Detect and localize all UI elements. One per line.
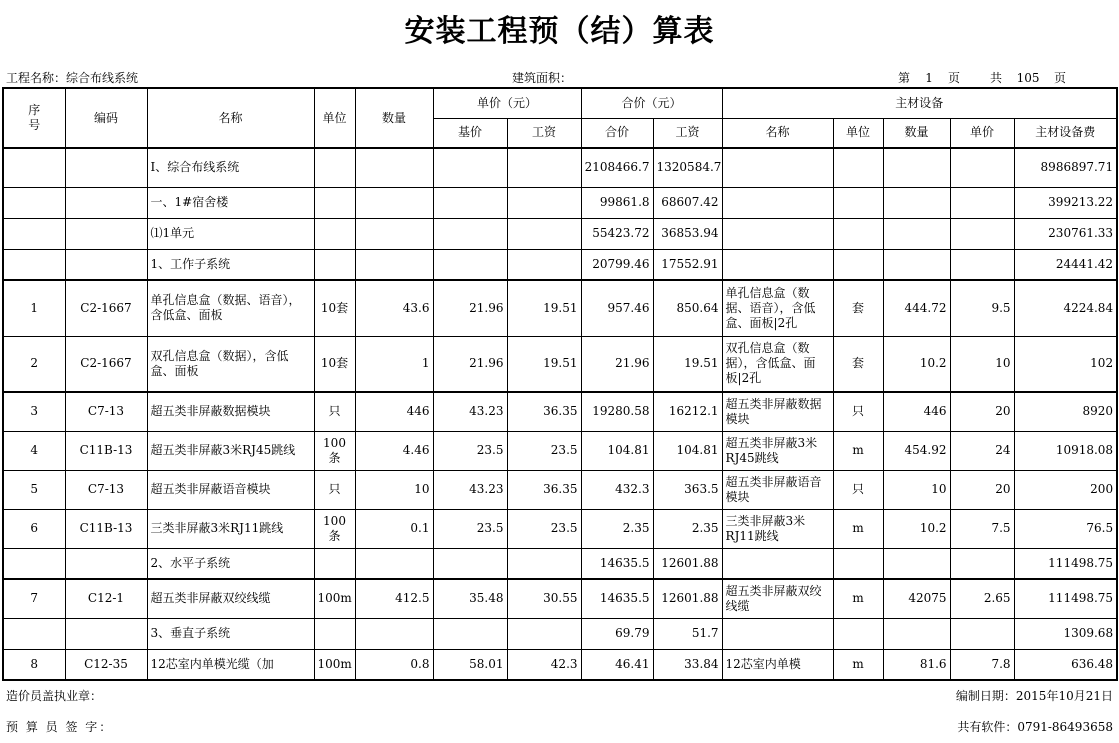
cell-mqty [883,548,950,579]
cell-seq [3,249,65,280]
cell-munit [833,218,883,249]
cell-mfee: 10918.08 [1014,431,1117,470]
cell-name: 3、垂直子系统 [147,618,314,649]
cell-code: C11B-13 [65,509,147,548]
cell-code [65,618,147,649]
cell-munit [833,548,883,579]
cell-wage [507,218,581,249]
cell-seq: 8 [3,649,65,680]
cell-munit [833,148,883,187]
cell-mfee: 8986897.71 [1014,148,1117,187]
cell-wage: 42.3 [507,649,581,680]
cell-seq [3,548,65,579]
header-material-name: 名称 [722,118,833,148]
building-area: 建筑面积： [512,71,573,85]
cell-unit: 只 [314,392,355,431]
cell-twage: 17552.91 [653,249,722,280]
cell-mfee: 8920 [1014,392,1117,431]
cell-code: C7-13 [65,392,147,431]
header-base-price: 基价 [433,118,507,148]
header-material-price: 单价 [950,118,1014,148]
cell-twage: 19.51 [653,336,722,392]
table-row [3,392,1117,431]
header-name: 名称 [147,88,314,148]
page-title: 安装工程预（结）算表 [404,14,715,49]
header-seq: 序号 [3,88,65,148]
cell-total: 2.35 [581,509,653,548]
cell-total: 104.81 [581,431,653,470]
cell-twage: 36853.94 [653,218,722,249]
cell-base: 58.01 [433,649,507,680]
cell-name: 12芯室内单模光缆（加 [147,649,314,680]
cell-twage: 16212.1 [653,392,722,431]
cell-mname: 单孔信息盒（数据、语音），含低盒、面板|2孔 [722,280,833,336]
cell-mprice: 9.5 [950,280,1014,336]
cell-mprice: 7.5 [950,509,1014,548]
cell-base [433,618,507,649]
cell-wage: 19.51 [507,336,581,392]
cell-base: 23.5 [433,509,507,548]
cell-mprice [950,249,1014,280]
cell-total: 2108466.7 [581,148,653,187]
cell-base: 21.96 [433,280,507,336]
cell-qty [355,218,433,249]
header-total: 合价 [581,118,653,148]
cell-qty [355,548,433,579]
cell-munit: m [833,579,883,618]
cell-code: C2-1667 [65,280,147,336]
cell-total: 14635.5 [581,548,653,579]
estimate-table [2,87,1118,681]
cell-mqty: 454.92 [883,431,950,470]
cell-qty [355,148,433,187]
cell-mprice [950,148,1014,187]
stamp-label: 造价员盖执业章： [6,689,103,703]
cell-name: 一、1#宿舍楼 [147,187,314,218]
cell-code: C12-1 [65,579,147,618]
cell-mfee: 230761.33 [1014,218,1117,249]
cell-seq [3,148,65,187]
cell-munit: m [833,649,883,680]
cell-base [433,548,507,579]
cell-mname [722,218,833,249]
cell-total: 19280.58 [581,392,653,431]
cell-code [65,548,147,579]
cell-seq: 7 [3,579,65,618]
software-label: 共有软件：0791-86493658 [957,720,1113,734]
cell-mqty [883,148,950,187]
cell-qty: 43.6 [355,280,433,336]
project-name: 工程名称：综合布线系统 [6,71,139,85]
header-total-price: 合价（元） [581,88,722,118]
cell-qty: 446 [355,392,433,431]
cell-munit [833,618,883,649]
table-row [3,249,1117,280]
cell-mqty: 446 [883,392,950,431]
cell-mqty: 444.72 [883,280,950,336]
cell-mqty: 10.2 [883,509,950,548]
cell-mqty [883,249,950,280]
cell-total: 46.41 [581,649,653,680]
header-code: 编码 [65,88,147,148]
cell-qty: 0.8 [355,649,433,680]
total-pages: 105 [1016,71,1040,85]
cell-base: 35.48 [433,579,507,618]
cell-munit [833,187,883,218]
cell-wage: 23.5 [507,509,581,548]
cell-total: 14635.5 [581,579,653,618]
cell-qty: 1 [355,336,433,392]
table-row [3,218,1117,249]
cell-mfee: 4224.84 [1014,280,1117,336]
cell-twage: 850.64 [653,280,722,336]
cell-munit: m [833,431,883,470]
cell-base [433,218,507,249]
cell-mname [722,148,833,187]
cell-seq: 4 [3,431,65,470]
cell-name: 2、水平子系统 [147,548,314,579]
cell-total: 55423.72 [581,218,653,249]
cell-mprice: 2.65 [950,579,1014,618]
cell-mname: 12芯室内单模 [722,649,833,680]
table-row [3,148,1117,187]
header-material-fee: 主材设备费 [1014,118,1117,148]
header-material-unit: 单位 [833,118,883,148]
cell-wage [507,187,581,218]
cell-name: 超五类非屏蔽3米RJ45跳线 [147,431,314,470]
cell-wage [507,148,581,187]
cell-mfee: 200 [1014,470,1117,509]
table-row [3,187,1117,218]
cell-mname: 双孔信息盒（数据），含低盒、面板|2孔 [722,336,833,392]
cell-mname [722,618,833,649]
cell-unit: 只 [314,470,355,509]
cell-mname: 超五类非屏蔽双绞线缆 [722,579,833,618]
cell-twage: 12601.88 [653,548,722,579]
cell-wage [507,548,581,579]
cell-twage: 33.84 [653,649,722,680]
cell-munit: m [833,509,883,548]
cell-unit [314,148,355,187]
cell-mname [722,249,833,280]
page-prefix: 第 [898,71,911,85]
cell-mfee: 111498.75 [1014,579,1117,618]
cell-munit: 套 [833,336,883,392]
cell-mprice: 10 [950,336,1014,392]
cell-unit [314,548,355,579]
cell-code [65,218,147,249]
cell-mqty: 81.6 [883,649,950,680]
cell-code: C11B-13 [65,431,147,470]
table-row [3,618,1117,649]
cell-twage: 1320584.7 [653,148,722,187]
table-row [3,579,1117,618]
header-material: 主材设备 [722,88,1117,118]
cell-twage: 363.5 [653,470,722,509]
cell-unit: 10套 [314,336,355,392]
cell-code [65,148,147,187]
cell-total: 69.79 [581,618,653,649]
cell-seq: 1 [3,280,65,336]
cell-wage [507,618,581,649]
table-row [3,431,1117,470]
cell-twage: 2.35 [653,509,722,548]
cell-qty: 0.1 [355,509,433,548]
cell-name: 超五类非屏蔽数据模块 [147,392,314,431]
cell-mprice [950,618,1014,649]
cell-total: 21.96 [581,336,653,392]
cell-mname: 三类非屏蔽3米RJ11跳线 [722,509,833,548]
table-row [3,509,1117,548]
cell-mqty: 10 [883,470,950,509]
cell-munit: 只 [833,392,883,431]
cell-unit [314,249,355,280]
cell-mname: 超五类非屏蔽数据模块 [722,392,833,431]
cell-name: 超五类非屏蔽双绞线缆 [147,579,314,618]
cell-qty: 4.46 [355,431,433,470]
cell-mfee: 111498.75 [1014,548,1117,579]
cell-name: 双孔信息盒（数据），含低盒、面板 [147,336,314,392]
cell-mprice [950,187,1014,218]
date-label: 编制日期：2015年10月21日 [955,689,1113,703]
cell-base: 43.23 [433,392,507,431]
cell-name: 单孔信息盒（数据、语音），含低盒、面板 [147,280,314,336]
cell-mqty: 10.2 [883,336,950,392]
cell-mprice: 24 [950,431,1014,470]
cell-wage: 36.35 [507,470,581,509]
cell-mqty: 42075 [883,579,950,618]
cell-total: 957.46 [581,280,653,336]
cell-seq [3,218,65,249]
cell-mfee: 1309.68 [1014,618,1117,649]
cell-seq: 3 [3,392,65,431]
cell-mfee: 399213.22 [1014,187,1117,218]
cell-munit [833,249,883,280]
cell-total: 20799.46 [581,249,653,280]
cell-mfee: 24441.42 [1014,249,1117,280]
cell-wage: 23.5 [507,431,581,470]
cell-total: 432.3 [581,470,653,509]
header-unit: 单位 [314,88,355,148]
cell-code [65,187,147,218]
signature-label: 预 算 员 签 字： [6,720,114,734]
cell-base [433,187,507,218]
cell-seq: 5 [3,470,65,509]
cell-code [65,249,147,280]
cell-mqty [883,187,950,218]
header-material-qty: 数量 [883,118,950,148]
cell-mprice [950,218,1014,249]
cell-code: C12-35 [65,649,147,680]
cell-seq: 2 [3,336,65,392]
cell-twage: 51.7 [653,618,722,649]
cell-name: 1、工作子系统 [147,249,314,280]
cell-mprice [950,548,1014,579]
table-row [3,470,1117,509]
cell-unit [314,218,355,249]
cell-name: Ⅰ、综合布线系统 [147,148,314,187]
cell-qty [355,187,433,218]
cell-name: ⑴1单元 [147,218,314,249]
cell-base [433,249,507,280]
cell-unit: 100m [314,579,355,618]
page-number: 1 [925,71,933,85]
cell-mprice: 7.8 [950,649,1014,680]
cell-twage: 12601.88 [653,579,722,618]
cell-wage: 36.35 [507,392,581,431]
header-wage: 工资 [507,118,581,148]
table-row [3,280,1117,336]
cell-wage: 30.55 [507,579,581,618]
cell-base: 21.96 [433,336,507,392]
header-unit-price: 单价（元） [433,88,581,118]
cell-mname [722,548,833,579]
table-row [3,649,1117,680]
cell-qty [355,249,433,280]
cell-name: 超五类非屏蔽语音模块 [147,470,314,509]
cell-unit: 100条 [314,431,355,470]
cell-seq [3,618,65,649]
cell-mqty [883,618,950,649]
cell-mprice: 20 [950,470,1014,509]
cell-qty [355,618,433,649]
cell-mname: 超五类非屏蔽3米RJ45跳线 [722,431,833,470]
cell-code: C2-1667 [65,336,147,392]
total-suffix: 页 [1054,71,1067,85]
cell-mqty [883,218,950,249]
cell-wage [507,249,581,280]
cell-mprice: 20 [950,392,1014,431]
cell-total: 99861.8 [581,187,653,218]
cell-mfee: 102 [1014,336,1117,392]
cell-mname [722,187,833,218]
cell-seq [3,187,65,218]
cell-wage: 19.51 [507,280,581,336]
cell-qty: 10 [355,470,433,509]
cell-unit: 100条 [314,509,355,548]
header-total-wage: 工资 [653,118,722,148]
cell-munit: 只 [833,470,883,509]
cell-munit: 套 [833,280,883,336]
cell-base [433,148,507,187]
page-mid: 页 [948,71,961,85]
cell-unit [314,187,355,218]
total-prefix: 共 [990,71,1003,85]
cell-mfee: 76.5 [1014,509,1117,548]
cell-base: 43.23 [433,470,507,509]
cell-unit [314,618,355,649]
cell-unit: 10套 [314,280,355,336]
cell-base: 23.5 [433,431,507,470]
table-row [3,548,1117,579]
header-qty: 数量 [355,88,433,148]
cell-name: 三类非屏蔽3米RJ11跳线 [147,509,314,548]
cell-seq: 6 [3,509,65,548]
cell-code: C7-13 [65,470,147,509]
cell-unit: 100m [314,649,355,680]
cell-twage: 68607.42 [653,187,722,218]
cell-qty: 412.5 [355,579,433,618]
table-row [3,336,1117,392]
page-indicator [898,69,1066,86]
cell-mfee: 636.48 [1014,649,1117,680]
cell-mname: 超五类非屏蔽语音模块 [722,470,833,509]
cell-twage: 104.81 [653,431,722,470]
